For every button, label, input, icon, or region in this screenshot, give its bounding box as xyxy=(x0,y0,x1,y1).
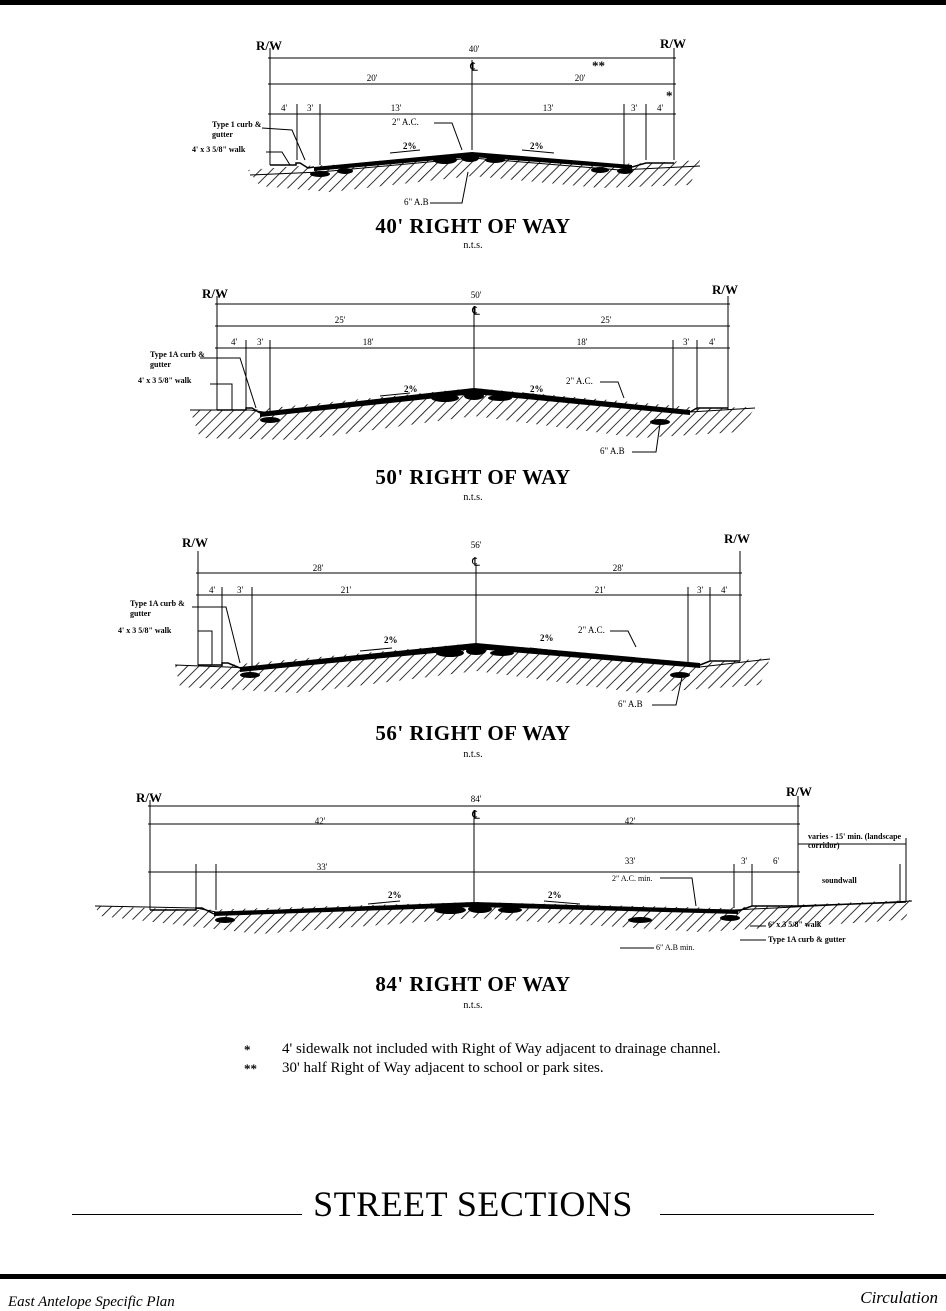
single-asterisk-marker: * xyxy=(666,88,673,103)
curb-left-dim: 3' xyxy=(256,337,264,347)
nts-label: n.t.s. xyxy=(463,240,483,251)
lane-left-dim: 13' xyxy=(390,103,402,113)
slope-right-label: 2% xyxy=(530,141,544,151)
note-text: 4' sidewalk not included with Right of Way adjacent to drainage channel. xyxy=(282,1041,721,1057)
walk-label: 4' x 3 5/8" walk xyxy=(138,376,192,385)
lane-left-dim: 18' xyxy=(362,337,374,347)
curb-gutter-label: Type 1A curb & gutter xyxy=(768,935,846,944)
note-item xyxy=(238,1059,758,1078)
nts-label: n.t.s. xyxy=(463,492,483,503)
curb-right-dim: 3' xyxy=(682,337,690,347)
curb-left-dim: 3' xyxy=(306,103,314,113)
rw-right-label: R/W xyxy=(660,36,686,51)
walk-left-dim: 4' xyxy=(230,337,238,347)
footer-document-name: East Antelope Specific Plan xyxy=(8,1294,175,1310)
curb-gutter-label: Type 1A curb & gutter xyxy=(150,350,205,369)
curb-gutter-label: Type 1A curb & gutter xyxy=(130,599,185,618)
soundwall-label: soundwall xyxy=(822,876,857,885)
slope-left-label: 2% xyxy=(403,141,417,151)
slope-left-label: 2% xyxy=(384,635,398,645)
centerline-symbol: ℄ xyxy=(472,555,480,569)
slope-right-label: 2% xyxy=(540,633,554,643)
ac-label: 2" A.C. min. xyxy=(612,874,653,883)
section-56ft xyxy=(0,525,946,770)
rw-right-label: R/W xyxy=(724,531,750,546)
note-text: 30' half Right of Way adjacent to school or park sites. xyxy=(282,1060,604,1076)
curb-gutter-label: Type 1 curb & gutter xyxy=(212,120,262,139)
total-width-label: 50' xyxy=(470,290,482,300)
lane-right-dim: 13' xyxy=(542,103,554,113)
ac-label: 2" A.C. xyxy=(578,625,605,635)
footer-chapter-name: Circulation xyxy=(860,1288,938,1307)
lane-right-dim: 21' xyxy=(594,585,606,595)
ab-label: 6" A.B min. xyxy=(656,943,695,952)
walk-left-dim: 4' xyxy=(208,585,216,595)
lane-right-dim: 33' xyxy=(624,856,636,866)
total-width-label: 84' xyxy=(470,794,482,804)
centerline-symbol: ℄ xyxy=(472,808,480,822)
note-marker: * xyxy=(244,1042,251,1057)
rw-right-label: R/W xyxy=(786,784,812,799)
note-item xyxy=(238,1040,758,1059)
page-title-text: STREET SECTIONS xyxy=(303,1184,643,1224)
rw-right-label: R/W xyxy=(712,282,738,297)
half-left-label: 20' xyxy=(366,73,378,83)
section-40ft xyxy=(0,0,946,260)
nts-label: n.t.s. xyxy=(463,1000,483,1011)
walk-right-dim: 4' xyxy=(656,103,664,113)
half-right-label: 28' xyxy=(612,563,624,573)
rw-left-label: R/W xyxy=(256,38,282,53)
half-right-label: 42' xyxy=(624,816,636,826)
ab-label: 6" A.B xyxy=(404,197,429,207)
slope-right-label: 2% xyxy=(530,384,544,394)
landscape-corridor-label: varies - 15' min. (landscape corridor) xyxy=(808,832,902,850)
lane-left-dim: 21' xyxy=(340,585,352,595)
section-50ft xyxy=(0,270,946,520)
section-title: 84' RIGHT OF WAY xyxy=(375,972,571,996)
total-width-label: 40' xyxy=(468,44,480,54)
double-asterisk-marker: ** xyxy=(592,58,605,73)
half-right-label: 25' xyxy=(600,315,612,325)
curb-right-dim: 3' xyxy=(630,103,638,113)
slope-right-label: 2% xyxy=(548,890,562,900)
ab-label: 6" A.B xyxy=(618,699,643,709)
notes-list xyxy=(238,1040,758,1078)
walk-label: 4' x 3 5/8" walk xyxy=(192,145,246,154)
lane-right-dim: 18' xyxy=(576,337,588,347)
nts-label: n.t.s. xyxy=(463,749,483,760)
centerline-symbol: ℄ xyxy=(472,304,480,318)
ac-label: 2" A.C. xyxy=(566,376,593,386)
section-84ft xyxy=(0,780,946,1030)
curb-right-dim: 3' xyxy=(696,585,704,595)
section-title: 40' RIGHT OF WAY xyxy=(375,214,571,238)
curb-left-dim: 3' xyxy=(236,585,244,595)
rw-left-label: R/W xyxy=(182,535,208,550)
section-title: 56' RIGHT OF WAY xyxy=(375,721,571,745)
slope-left-label: 2% xyxy=(404,384,418,394)
walk-label: 6' x 3 5/8" walk xyxy=(768,920,822,929)
half-right-label: 20' xyxy=(574,73,586,83)
bottom-border xyxy=(0,1274,946,1279)
walk-right-dim: 6' xyxy=(772,856,780,866)
slope-left-label: 2% xyxy=(388,890,402,900)
walk-right-dim: 4' xyxy=(708,337,716,347)
half-left-label: 28' xyxy=(312,563,324,573)
half-left-label: 42' xyxy=(314,816,326,826)
ab-label: 6" A.B xyxy=(600,446,625,456)
lane-left-dim: 33' xyxy=(316,862,328,872)
rw-left-label: R/W xyxy=(202,286,228,301)
walk-label: 4' x 3 5/8" walk xyxy=(118,626,172,635)
total-width-label: 56' xyxy=(470,540,482,550)
walk-right-dim: 4' xyxy=(720,585,728,595)
curb-right-dim: 3' xyxy=(740,856,748,866)
note-marker: ** xyxy=(244,1061,257,1076)
section-title: 50' RIGHT OF WAY xyxy=(375,465,571,489)
ac-label: 2" A.C. xyxy=(392,117,419,127)
half-left-label: 25' xyxy=(334,315,346,325)
centerline-symbol: ℄ xyxy=(470,60,478,74)
rw-left-label: R/W xyxy=(136,790,162,805)
page-title xyxy=(0,1183,946,1225)
walk-left-dim: 4' xyxy=(280,103,288,113)
